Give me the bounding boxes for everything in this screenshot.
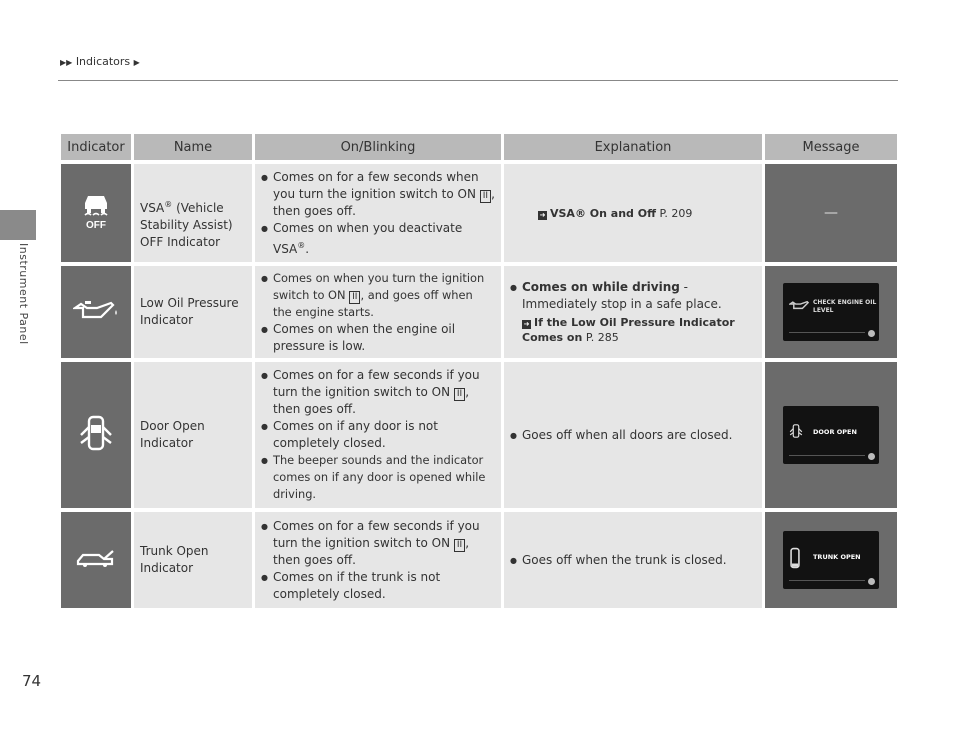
explanation-cell [504,362,762,508]
message-cell [765,266,897,358]
explanation-cell [504,164,762,262]
column-header-name: Name [134,134,252,160]
list-item: ● Comes on if the trunk is not completely closed. [261,569,495,603]
section-label: Instrument Panel [17,243,30,345]
page-number: 74 [22,672,42,690]
trunk-open-icon [789,547,801,569]
message-cell [765,512,897,608]
display-message-text: DOOR OPEN [813,428,857,436]
ignition-key-icon: II [349,291,360,304]
indicator-name: Door Open Indicator [134,362,252,508]
page-reference[interactable]: ➜ VSA® On and Off P. 209 [539,206,693,220]
explanation-cell [504,266,762,358]
indicator-name: Low Oil Pressure Indicator [134,266,252,358]
list-item: ● Comes on when the engine oil pressure is low. [261,321,495,355]
display-message-screen [783,531,879,589]
column-header-on-blinking: On/Blinking [255,134,501,160]
list-item: ● The beeper sounds and the indicator comes on if any door is opened while driving. [261,452,495,503]
column-header-message: Message [765,134,897,160]
breadcrumb [60,55,140,68]
door-open-icon [61,362,131,508]
list-item: ● Comes on for a few seconds when you turn the ignition switch to ON II , then goes off. [261,169,495,220]
section-tab-marker [0,210,36,240]
list-item: ● Goes off when the trunk is closed. [510,552,756,569]
display-message-text: TRUNK OPEN [813,553,861,561]
explanation-cell [504,512,762,608]
table-row [61,512,897,608]
list-item: ● Comes on when you turn the ignition switch to ON II , and goes off when the engine starts. [261,270,495,321]
column-header-explanation: Explanation [504,134,762,160]
on-blinking-cell [255,362,501,508]
vsa-off-icon [61,164,131,262]
info-button-icon [868,578,875,585]
ignition-key-icon: II [454,539,465,552]
message-cell [765,362,897,508]
column-header-indicator: Indicator [61,134,131,160]
message-cell [765,164,897,262]
ignition-key-icon: II [454,388,465,401]
indicator-table [58,130,900,612]
breadcrumb-current: Indicators [75,55,131,68]
no-message-dash: — [824,204,838,221]
info-button-icon [868,453,875,460]
display-message-text: CHECK ENGINE OIL LEVEL [813,299,877,314]
list-item: ● Comes on if any door is not completely closed. [261,418,495,452]
info-button-icon [868,330,875,337]
ignition-key-icon: II [480,190,491,203]
table-row [61,164,897,262]
trunk-open-icon [61,512,131,608]
reference-arrow-icon: ➜ [539,210,546,219]
reference-arrow-icon: ➜ [523,320,530,328]
list-item: ● Comes on while driving - Immediately stop in a safe place. [510,279,756,313]
on-blinking-cell [255,266,501,358]
indicator-name: VSA® (Vehicle Stability Assist) OFF Indicator [134,164,252,262]
svg-text:OFF: OFF [86,219,106,230]
list-item: ● Comes on when you deactivate VSA®. [261,220,495,258]
on-blinking-cell [255,164,501,262]
display-message-screen [783,283,879,341]
oil-can-icon [789,299,811,311]
table-row [61,266,897,358]
table-row [61,362,897,508]
breadcrumb-arrow-icon: ▶ [133,58,140,67]
indicator-name: Trunk Open Indicator [134,512,252,608]
breadcrumb-arrow-icon: ▶▶ [60,58,73,67]
on-blinking-cell [255,512,501,608]
list-item: ● Goes off when all doors are closed. [510,427,756,444]
display-message-screen [783,406,879,464]
list-item: ● Comes on for a few seconds if you turn the ignition switch to ON II , then goes off. [261,518,495,569]
oil-can-icon [61,266,131,358]
page-reference[interactable]: ➜ If the Low Oil Pressure Indicator Comes on P. 285 [522,316,735,344]
list-item: ● Comes on for a few seconds if you turn the ignition switch to ON II , then goes off. [261,367,495,418]
table-header-row [61,134,897,160]
door-open-icon [789,420,803,442]
header-divider [58,80,898,81]
